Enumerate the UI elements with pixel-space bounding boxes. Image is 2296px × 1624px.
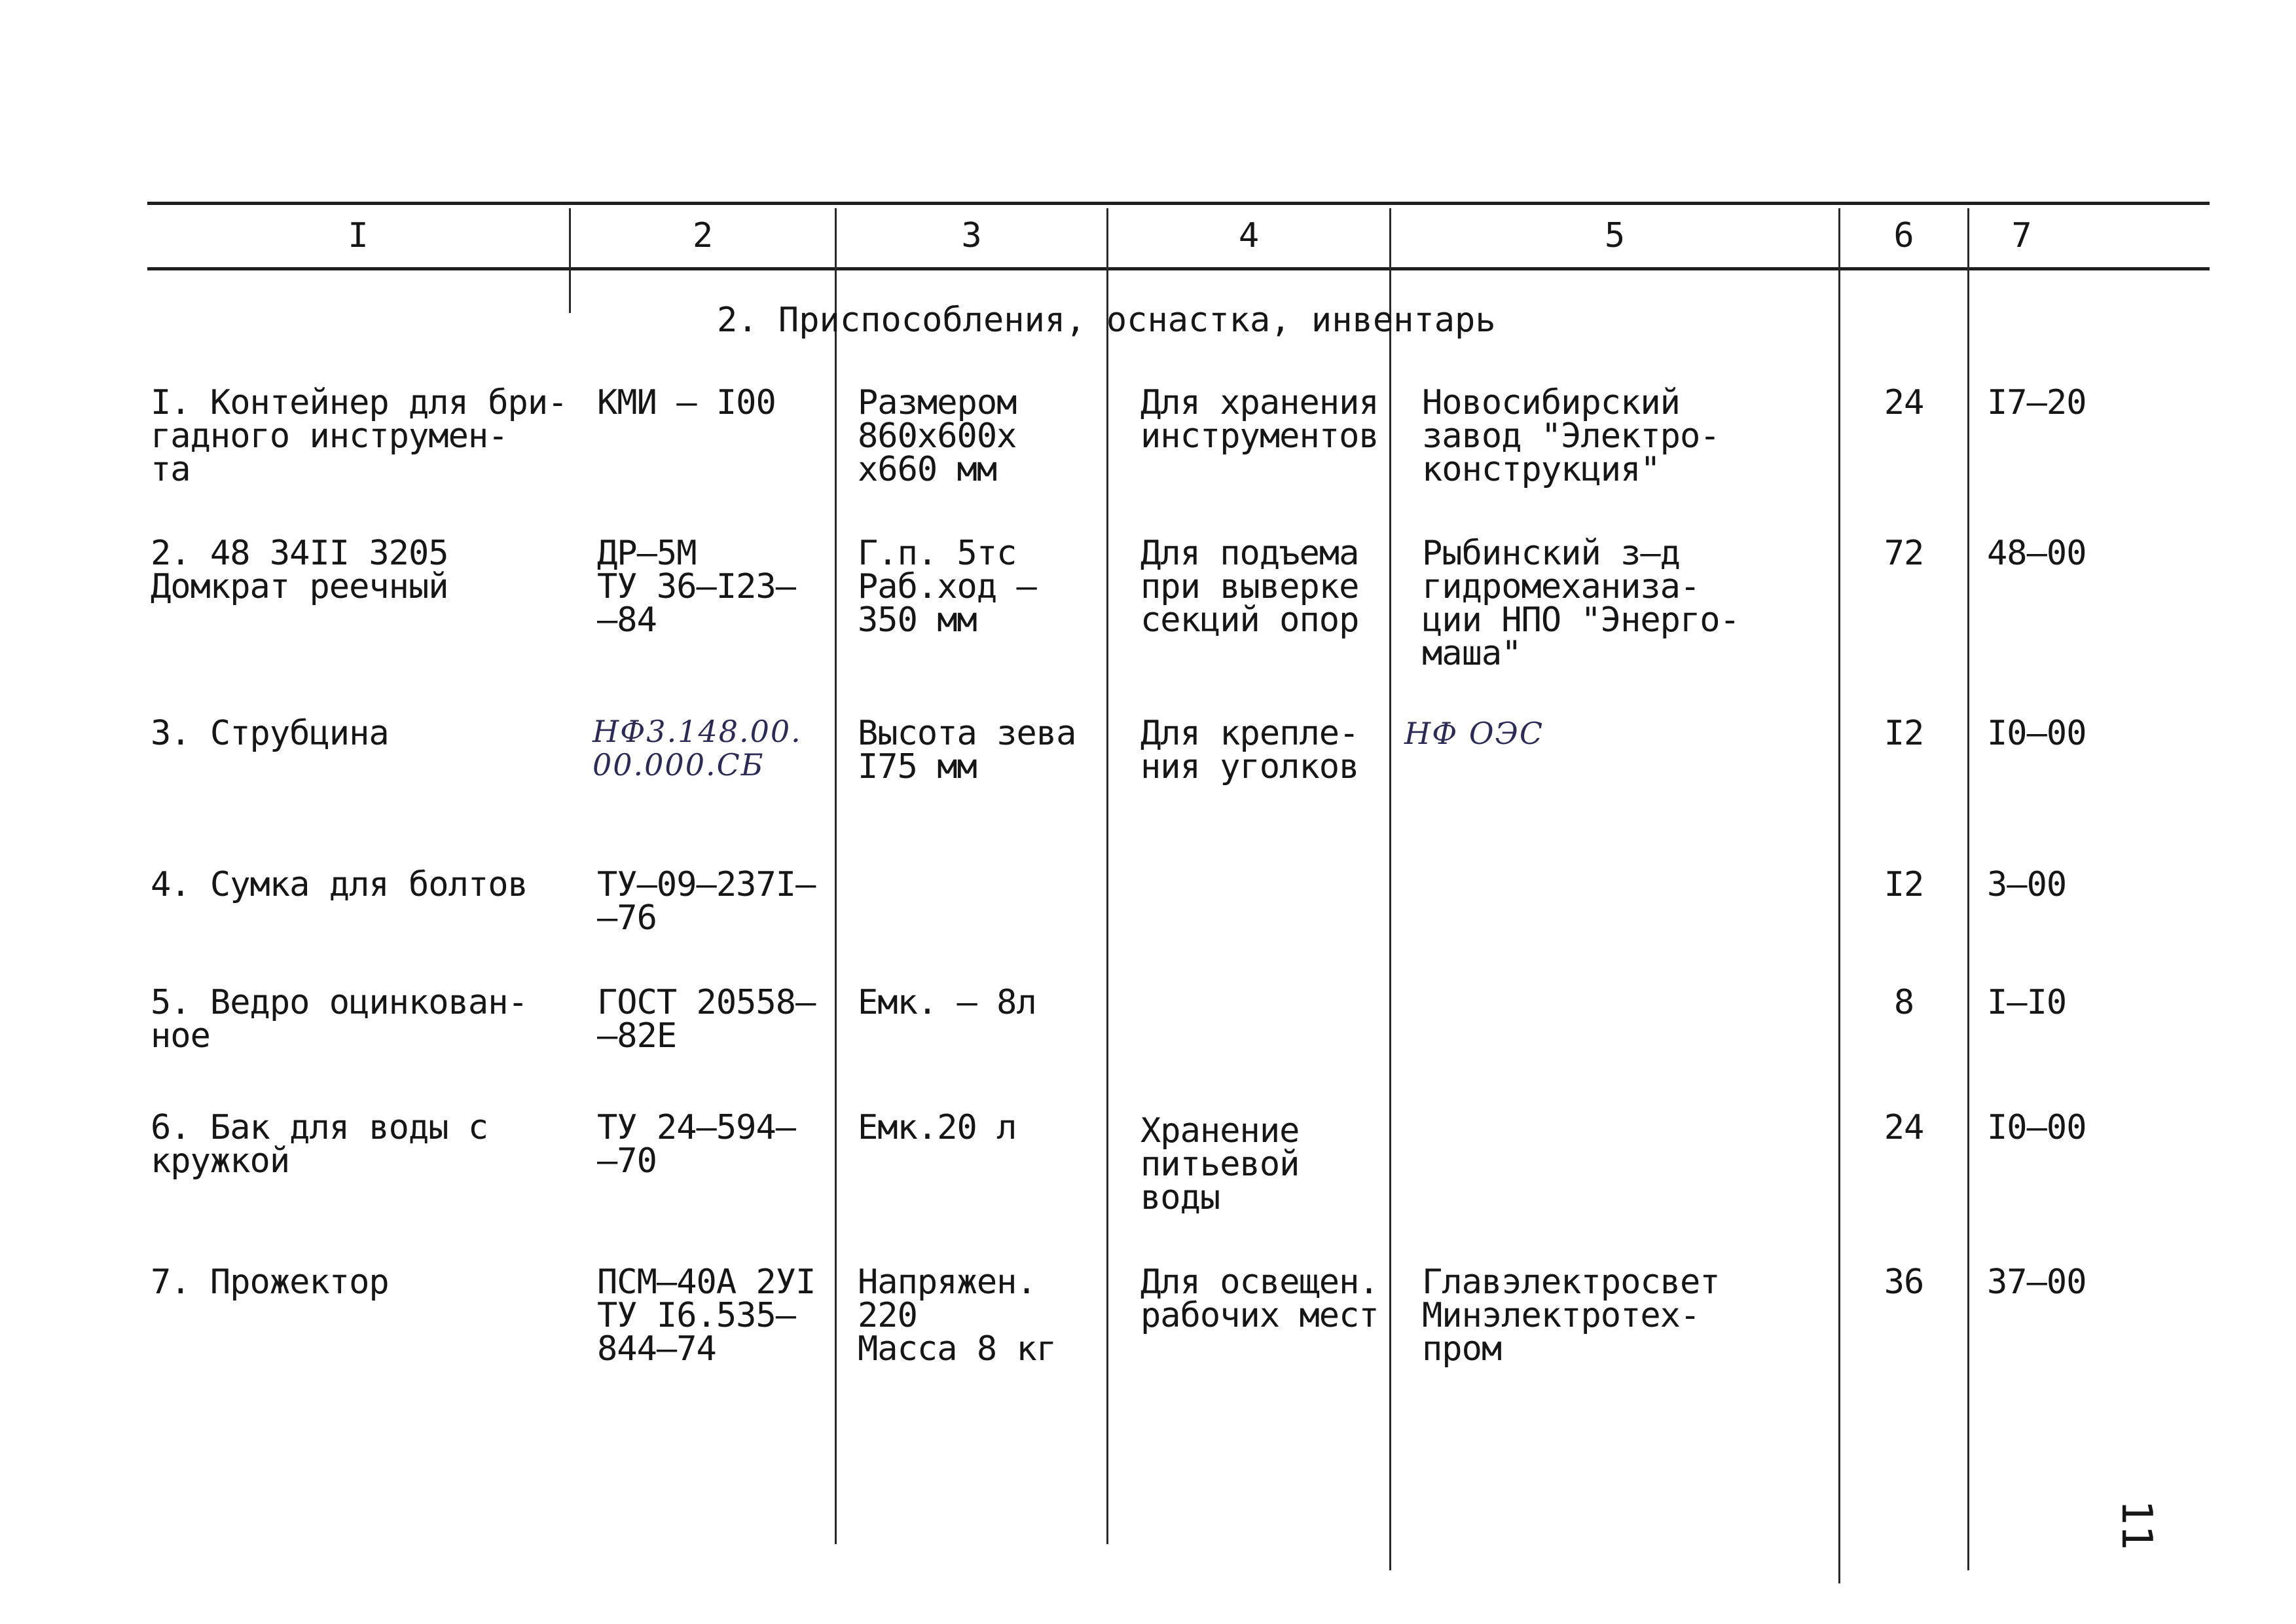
row-designation: ТУ–09–237I– –76 bbox=[597, 865, 816, 938]
row-qty: I2 bbox=[1884, 865, 1924, 904]
column-separator bbox=[1389, 208, 1391, 1570]
row-qty: I2 bbox=[1884, 714, 1924, 753]
row-name: 4. Сумка для болтов bbox=[151, 865, 528, 904]
column-header-6: 6 bbox=[1893, 216, 1914, 255]
row-designation: КМИ – I00 bbox=[597, 383, 776, 422]
row-price: 48–00 bbox=[1987, 534, 2086, 573]
column-header-1: I bbox=[348, 216, 369, 255]
row-spec: Емк.20 л bbox=[858, 1108, 1017, 1147]
section-title: 2. Приспособления, оснастка, инвентарь bbox=[717, 301, 1496, 340]
row-name: 3. Струбцина bbox=[151, 714, 389, 753]
row-spec: Напряжен. 220 Масса 8 кг bbox=[858, 1263, 1057, 1369]
row-designation: ПСМ–40А 2УI ТУ I6.535– 844–74 bbox=[597, 1263, 816, 1369]
column-separator bbox=[1967, 208, 1969, 1570]
row-name: 6. Бак для воды с кружкой bbox=[151, 1108, 488, 1181]
row-price: I0–00 bbox=[1987, 1108, 2086, 1147]
row-spec: Высота зева I75 мм bbox=[858, 714, 1076, 786]
row-qty: 36 bbox=[1884, 1263, 1924, 1302]
row-purpose: Хранение питьевой воды bbox=[1140, 1111, 1300, 1217]
row-spec: Размером 860х600х х660 мм bbox=[858, 383, 1017, 489]
column-header-5: 5 bbox=[1604, 216, 1626, 255]
row-designation: ТУ 24–594– –70 bbox=[597, 1108, 796, 1181]
column-header-2: 2 bbox=[692, 216, 714, 255]
row-spec: Г.п. 5тс Раб.ход – 350 мм bbox=[858, 534, 1036, 640]
row-price: 3–00 bbox=[1987, 865, 2067, 904]
row-purpose: Для крепле- ния уголков bbox=[1140, 714, 1359, 786]
row-price: I7–20 bbox=[1987, 383, 2086, 422]
row-qty: 72 bbox=[1884, 534, 1924, 573]
row-name: 2. 48 34II 3205 Домкрат реечный bbox=[151, 534, 448, 606]
row-name: 5. Ведро оцинкован- ное bbox=[151, 983, 528, 1056]
row-purpose: Для освещен. рабочих мест bbox=[1140, 1263, 1379, 1335]
row-designation-handwritten: НФ3.148.00. 00.000.СБ bbox=[592, 714, 802, 783]
row-purpose: Для хранения инструментов bbox=[1140, 383, 1379, 456]
column-header-4: 4 bbox=[1238, 216, 1260, 255]
row-manufacturer-handwritten: НФ ОЭС bbox=[1404, 716, 1544, 751]
table-header-rule bbox=[147, 267, 2210, 270]
row-designation: ДР–5М ТУ 36–I23– –84 bbox=[597, 534, 796, 640]
column-separator bbox=[835, 208, 837, 1544]
row-name: I. Контейнер для бри- гадного инструмен- та bbox=[151, 383, 568, 489]
row-designation: ГОСТ 20558– –82Е bbox=[597, 983, 816, 1056]
row-price: I0–00 bbox=[1987, 714, 2086, 753]
column-separator bbox=[1106, 208, 1108, 1544]
column-header-3: 3 bbox=[961, 216, 982, 255]
row-manufacturer: Рыбинский з–д гидромеханиза- ции НПО "Энерго- маша" bbox=[1422, 534, 1740, 673]
row-qty: 24 bbox=[1884, 1108, 1924, 1147]
row-manufacturer: Главэлектросвет Минэлектротех- пром bbox=[1422, 1263, 1720, 1369]
row-qty: 8 bbox=[1893, 983, 1914, 1022]
row-purpose: Для подъема при выверке секций опор bbox=[1140, 534, 1359, 640]
table-top-rule bbox=[147, 202, 2210, 205]
row-spec: Емк. – 8л bbox=[858, 983, 1036, 1022]
row-manufacturer: Новосибирский завод "Электро- конструкция" bbox=[1422, 383, 1720, 489]
page-number: 11 bbox=[2112, 1500, 2160, 1551]
row-price: I–I0 bbox=[1987, 983, 2067, 1022]
row-name: 7. Прожектор bbox=[151, 1263, 389, 1302]
row-price: 37–00 bbox=[1987, 1263, 2086, 1302]
column-header-7: 7 bbox=[2011, 216, 2032, 255]
row-qty: 24 bbox=[1884, 383, 1924, 422]
